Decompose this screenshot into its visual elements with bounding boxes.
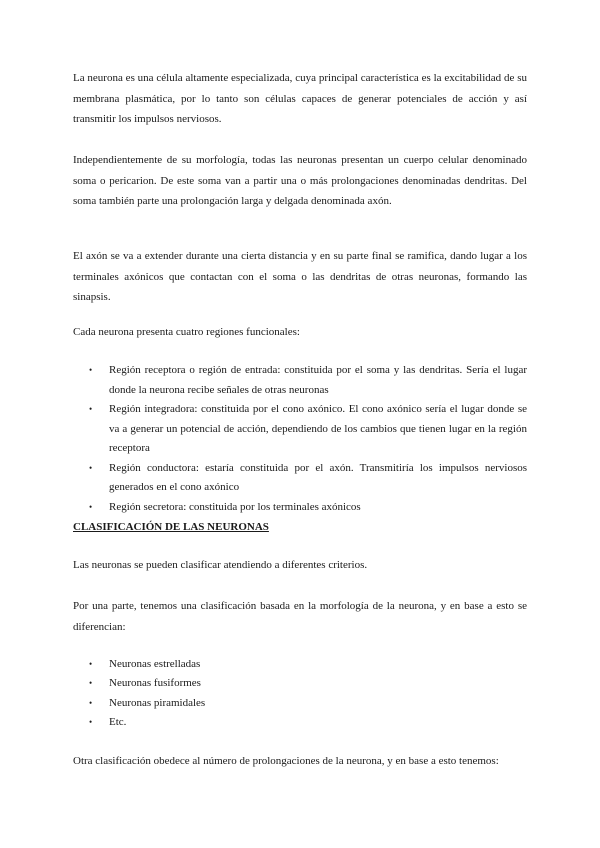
- list-item: [73, 694, 527, 713]
- list-item: [73, 400, 527, 459]
- regions-list: [73, 361, 527, 517]
- paragraph-morphology-classification: Por una parte, tenemos una clasificación basada en la morfología de la neurona, y en base a esto se diferencian:: [73, 600, 527, 633]
- section-heading: CLASIFICACIÓN DE LAS NEURONAS: [73, 521, 269, 533]
- list-item-text: Región integradora: constituida por el cono axónico. El cono axónico sería el lugar donde se va a generar un potencial de acción, dependiendo de los cambios que tienen lugar en la región receptora: [109, 403, 527, 454]
- list-item: [73, 498, 527, 518]
- list-item: [73, 361, 527, 400]
- list-item-text: Etc.: [109, 715, 127, 728]
- bullet-icon: •: [89, 462, 93, 473]
- bullet-icon: •: [89, 659, 93, 669]
- list-item-text: Región conductora: estaría constituida por el axón. Transmitiría los impulsos nerviosos generados en el cono axónico: [109, 461, 527, 493]
- list-item: [73, 459, 527, 498]
- bullet-icon: •: [89, 404, 93, 414]
- bullet-icon: •: [89, 697, 93, 708]
- list-item-text: Región secretora: constituida por los terminales axónicos: [109, 500, 361, 513]
- list-item: [73, 655, 527, 674]
- list-item-text: Neuronas piramidales: [109, 696, 206, 709]
- bullet-icon: •: [89, 365, 93, 375]
- bullet-icon: •: [89, 716, 93, 727]
- paragraph-morphology: Independientemente de su morfología, todas las neuronas presentan un cuerpo celular denominado soma o pericarion. De este soma van a partir una o más prolongaciones denominadas dendritas. Del soma también parte una prolongación larga y delgada denominada axón.: [73, 154, 527, 207]
- list-item-text: Región receptora o región de entrada: constituida por el soma y las dendritas. Sería el lugar donde la neurona recibe señales de otras neuronas: [109, 364, 527, 396]
- list-item: [73, 713, 527, 732]
- morphology-types-list: [73, 655, 527, 732]
- list-item: [73, 674, 527, 693]
- paragraph-regions-intro: Cada neurona presenta cuatro regiones funcionales:: [73, 326, 300, 338]
- paragraph-axon: El axón se va a extender durante una cierta distancia y en su parte final se ramifica, dando lugar a los terminales axónicos que contactan con el soma o las dendritas de otras neuronas, formando las sinapsis.: [73, 250, 527, 303]
- list-item-text: Neuronas fusiformes: [109, 677, 201, 690]
- paragraph-criteria: Las neuronas se pueden clasificar atendiendo a diferentes criterios.: [73, 559, 368, 571]
- list-item-text: Neuronas estrelladas: [109, 658, 201, 670]
- paragraph-intro: La neurona es una célula altamente especializada, cuya principal característica es la excitabilidad de su membrana plasmática, por lo tanto son células capaces de generar potenciales de acción y así transmitir los impulsos nerviosos.: [73, 72, 527, 125]
- bullet-icon: •: [89, 501, 93, 512]
- bullet-icon: •: [89, 678, 93, 689]
- paragraph-prolongations: Otra clasificación obedece al número de prolongaciones de la neurona, y en base a esto tenemos:: [73, 755, 499, 767]
